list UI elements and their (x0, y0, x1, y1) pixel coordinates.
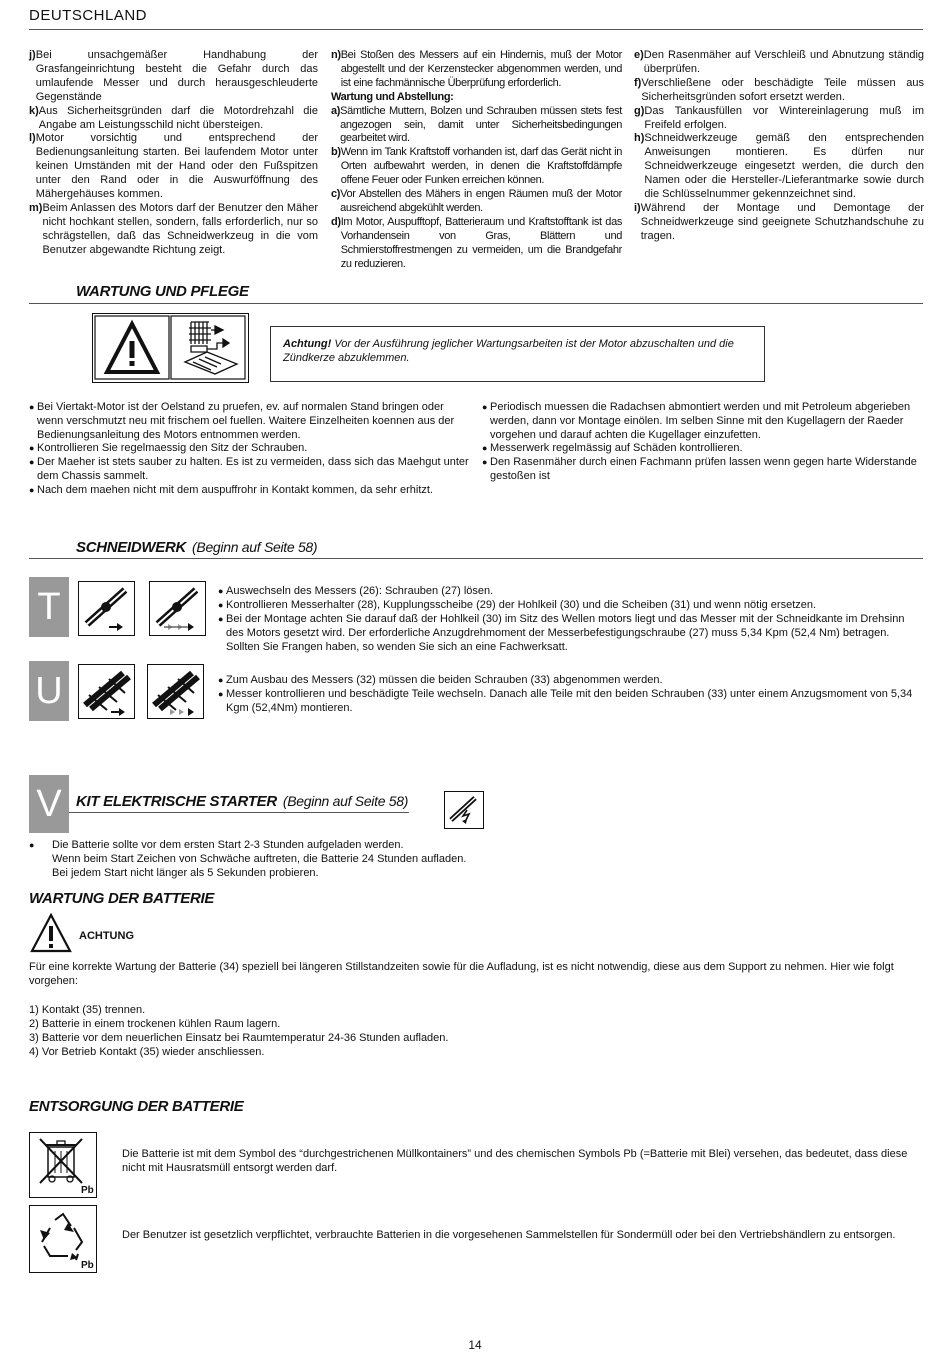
safety-item (29, 49, 318, 105)
section-title-entsorgung: ENTSORGUNG DER BATTERIE (29, 1098, 244, 1115)
kit-line: Die Batterie sollte vor dem ersten Start 2-3 Stunden aufgeladen werden. (52, 839, 404, 851)
blade-step-bullet (218, 613, 924, 655)
spark-plug-disconnect-icon (185, 322, 237, 374)
warning-note-box (270, 326, 765, 382)
maintenance-item (331, 146, 622, 188)
care-bullet (482, 456, 924, 484)
blade-tool-icon (78, 581, 135, 636)
care-bullet (482, 442, 924, 456)
blade-tool-icon (78, 664, 135, 719)
care-bullet (29, 456, 471, 484)
item-key: c) (331, 188, 341, 201)
wartung-bullets-right (482, 401, 924, 484)
bullet-text: Der Maeher ist stets sauber zu halten. Es ist zu vermeiden, dass sich das Maehgut unter dem Chassis sammelt. (37, 456, 469, 482)
battery-step: 3) Batterie vor dem neuerlichen Einsatz bei Raumtemperatur 24-36 Stunden aufladen. (29, 1032, 449, 1044)
item-text: Vor Abstellen des Mähers in engen Räumen muß der Motor ausreichend abgekühlt werden. (340, 188, 622, 214)
kit-subtitle: (Beginn auf Seite 58) (282, 793, 409, 809)
battery-step: 1) Kontakt (35) trennen. (29, 1004, 146, 1016)
item-text: Den Rasenmäher auf Verschleiß und Abnutzung ständig überprüfen. (643, 49, 924, 75)
item-key: h) (634, 132, 645, 145)
item-key: i) (634, 201, 641, 214)
item-text: Während der Montage und Demontage der Schneidwerkzeuge sind geeignete Schutzhandschuhe zu tragen. (640, 201, 924, 242)
item-text: Aus Sicherheitsgründen darf die Motordrehzahl die Angabe am Leistungsschild nicht übersteigen. (38, 104, 318, 131)
bullet-dot: ● (29, 840, 35, 850)
t-bullets (218, 585, 924, 655)
step-letter-u: U (29, 661, 69, 721)
maintenance-item (331, 216, 622, 272)
u-bullets (218, 674, 924, 716)
blade-step-bullet (218, 688, 924, 716)
schneidwerk-title: SCHNEIDWERK (76, 539, 187, 556)
item-key: l) (29, 132, 36, 145)
section-title-schneidwerk (76, 540, 317, 555)
note-bold: Achtung! (283, 338, 332, 350)
section-title-kit (76, 794, 408, 809)
safety-item (29, 105, 318, 133)
item-text: Motor vorsichtig und entsprechend der Bedienungsanleitung starten. Bei laufendem Motor unter keinen Umständen mit der Hand oder den Fußspitzen unter den Rand oder in die Auswurföffnung des Mähergehäuses kommen. (35, 132, 318, 201)
item-key: e) (634, 49, 644, 61)
warning-triangle-icon (93, 314, 247, 381)
item-text: Das Tankausfüllen vor Wintereinlagerung muß im Freifeld erfolgen. (644, 104, 924, 131)
maintenance-item (634, 202, 924, 244)
section-divider (29, 303, 923, 304)
bullet-dot: ● (218, 586, 224, 596)
bullet-dot: ● (29, 457, 35, 468)
item-key: d) (331, 215, 341, 228)
step-letter-v: V (29, 775, 69, 833)
item-key: j) (29, 49, 36, 61)
safety-item (29, 132, 318, 202)
safety-item (29, 202, 318, 258)
item-text: Bei Stoßen des Messers auf ein Hindernis, muß der Motor abgestellt und der Kerzenstecker abgenommen werden, und ist eine fachmännische Überprüfung erforderlich. (340, 49, 622, 89)
item-text: Beim Anlassen des Motors darf der Benutzer den Mäher nicht hochkant stellen, sondern, falls erforderlich, nur so schrägstellen, daß das Schneidwerkzeug in die vom Benutzer abgewandte Richtung zeigt. (42, 201, 318, 256)
bullet-text: Bei der Montage achten Sie darauf daß der Hohlkeil (30) im Sitz des Wellen motors liegt und das Messer mit der Schneidkante im Drehsinn des Motors gesetzt wird. Der erforderliche Anzugdrehmoment der Messerbefestigungschraube (27) muss 5,34 Kpm (52,4 Nm) betragen. Sollten Sie Frangen haben, so wenden Sie sich an eine Fachwerksatt. (226, 612, 905, 653)
blade-step-bullet (218, 599, 924, 613)
maintenance-item (634, 49, 924, 77)
pb-label: Pb (81, 1260, 94, 1271)
kit-line: Wenn beim Start Zeichen von Schwäche auftreten, die Batterie 24 Stunden aufladen. (52, 852, 467, 865)
bullet-text: Auswechseln des Messers (26): Schrauben (27) lösen. (226, 585, 494, 597)
care-bullet (29, 442, 471, 456)
item-text: Schneidwerkzeuge gemäß den entsprechenden Anweisungen montieren. Es dürfen nur Schneidwerkzeuge eingesetzt werden, die durch den Namen oder die Hersteller-/Lieferantmarke sowie durch die Schlüsselnummer gekennzeichnet sind. (644, 132, 924, 201)
section-divider (69, 812, 409, 813)
maintenance-item (634, 77, 924, 105)
item-key: g) (634, 104, 645, 117)
bullet-text: Bei Viertakt-Motor ist der Oelstand zu pruefen, ev. auf normalen Stand bringen oder wenn verschmutzt neu mit frischem oel fuellen. Waitere Einzelheiten koennen aus der Bedienungsanleitung des Motors entnommen werden. (37, 401, 455, 441)
battery-step: 4) Vor Betrieb Kontakt (35) wieder anschliessen. (29, 1046, 265, 1058)
bullet-dot: ● (482, 457, 488, 468)
blade-tool-icon (147, 664, 204, 719)
section-title-batterie: WARTUNG DER BATTERIE (29, 890, 215, 907)
item-key: m) (29, 201, 43, 214)
care-bullet (29, 401, 471, 442)
bullet-dot: ● (482, 443, 488, 454)
item-key: a) (331, 104, 341, 117)
bullet-dot: ● (29, 402, 35, 412)
safety-column-left (29, 49, 318, 258)
item-text: Sämtliche Muttern, Bolzen und Schrauben müssen stets fest angezogen sein, damit unter Sicherheitsbedingungen gearbeitet wird. (340, 104, 622, 145)
bullet-text: Periodisch muessen die Radachsen abmontiert werden und mit Petroleum abgerieben werden, dann vor Montage einölen. Im selben Sinne mit den Kugellagern der Raeder vorgehen und darauf achten die Kugellager einzufetten. (490, 401, 911, 441)
achtung-label: ACHTUNG (79, 930, 134, 942)
kit-title: KIT ELEKTRISCHE STARTER (76, 793, 277, 810)
page-number: 14 (468, 1338, 482, 1352)
pb-label: Pb (81, 1185, 94, 1196)
step-letter-t: T (29, 577, 69, 637)
item-text: Bei unsachgemäßer Handhabung der Grasfangeinrichtung besteht die Gefahr durch das umlaufende Messer und durch herausgeschleuderte Gegenstände (35, 49, 318, 103)
item-key: f) (634, 76, 642, 89)
item-key: n) (331, 49, 341, 61)
bullet-dot: ● (29, 443, 35, 454)
bullet-text: Zum Ausbau des Messers (32) müssen die beiden Schrauben (33) abgenommen werden. (226, 674, 663, 686)
bullet-text: Messer kontrollieren und beschädigte Teile wechseln. Danach alle Teile mit den beiden Schrauben (33) unter einem Anzugsmoment von 5,34 Kgm (52,4Nm) montieren. (226, 687, 913, 714)
maintenance-item (634, 105, 924, 133)
battery-connect-icon (444, 791, 484, 829)
entsorgung-text-1: Die Batterie ist mit dem Symbol des “durchgestrichenen Müllkontainers” und des chemischen Symbols Pb (=Batterie mit Blei) versehen, das bedeutet, dass diese nicht mit Hausratsmüll entsorgt werden darf. (122, 1148, 908, 1174)
bullet-dot: ● (218, 675, 224, 685)
bullet-dot: ● (482, 402, 488, 412)
item-key: k) (29, 104, 39, 117)
blade-step-bullet (218, 674, 924, 688)
warning-pictogram-box (92, 313, 249, 383)
bullet-text: Kontrollieren Sie regelmaessig den Sitz der Schrauben. (37, 442, 308, 455)
schneidwerk-subtitle: (Beginn auf Seite 58) (192, 539, 318, 555)
warning-triangle-icon (29, 912, 73, 954)
maintenance-item (634, 132, 924, 202)
wartung-bullets-left (29, 401, 471, 498)
care-bullet (482, 401, 924, 442)
batterie-steps (29, 1003, 924, 1059)
maintenance-subheading: Wartung und Abstellung: (331, 90, 454, 103)
care-bullet (29, 484, 471, 498)
bullet-text: Kontrollieren Messerhalter (28), Kupplungsscheibe (29) der Hohlkeil (30) und die Scheiben (31) und wenn nötig ersetzen. (226, 598, 817, 611)
safety-column-right (634, 49, 924, 244)
batterie-intro: Für eine korrekte Wartung der Batterie (34) speziell bei längeren Stillstandzeiten sowie für die Aufladung, ist es nicht notwendig, diese aus dem Support zu nehmen. Hier wie folgt vorgehen: (29, 961, 894, 987)
maintenance-item (331, 105, 622, 147)
safety-item-n (331, 49, 622, 91)
item-text: Im Motor, Auspufftopf, Batterieraum und Kraftstofftank ist das Vorhandensein von Gras, Blättern und Schmierstoffrestmengen zu vermeiden, um die Brandgefahr zu reduzieren. (340, 215, 622, 270)
bullet-dot: ● (218, 599, 224, 610)
bullet-dot: ● (29, 484, 35, 495)
maintenance-item (331, 188, 622, 216)
kit-line: Bei jedem Start nicht länger als 5 Sekunden probieren. (52, 866, 319, 879)
bullet-text: Nach dem maehen nicht mit dem auspuffrohr in Kontakt kommen, da sehr erhitzt. (37, 483, 433, 496)
blade-step-bullet (218, 585, 924, 599)
entsorgung-text-2: Der Benutzer ist gesetzlich verpflichtet, verbrauchte Batterien in die vorgesehenen Sammelstellen für Sondermüll oder bei den Vertriebshändlern zu entsorgen. (122, 1229, 896, 1241)
header-divider (29, 29, 923, 30)
section-divider (29, 558, 923, 559)
safety-column-middle (331, 49, 622, 272)
section-title-wartung: WARTUNG UND PFLEGE (76, 283, 249, 300)
bullet-text: Den Rasenmäher durch einen Fachmann prüfen lassen wenn gegen harte Widerstande gestoßen ist (490, 456, 917, 482)
bullet-dot: ● (218, 613, 224, 624)
item-key: b) (331, 146, 341, 159)
battery-step: 2) Batterie in einem trockenen kühlen Raum lagern. (29, 1018, 281, 1030)
item-text: Verschließene oder beschädigte Teile müssen aus Sicherheitsgründen sofort ersetzt werden. (641, 76, 924, 103)
note-text: Vor der Ausführung jeglicher Wartungsarbeiten ist der Motor abzuschalten und die Zündkerze abzuklemmen. (283, 338, 734, 364)
blade-tool-icon (149, 581, 206, 636)
bullet-text: Messerwerk regelmässig auf Schäden kontrollieren. (490, 442, 743, 455)
page-header: DEUTSCHLAND (29, 7, 148, 24)
item-text: Wenn im Tank Kraftstoff vorhanden ist, darf das Gerät nicht in Orten aufbewahrt werden, in denen die Kraftstoffdämpfe offene Feuer oder Funken erreichen können. (340, 146, 622, 187)
bullet-dot: ● (218, 688, 224, 699)
